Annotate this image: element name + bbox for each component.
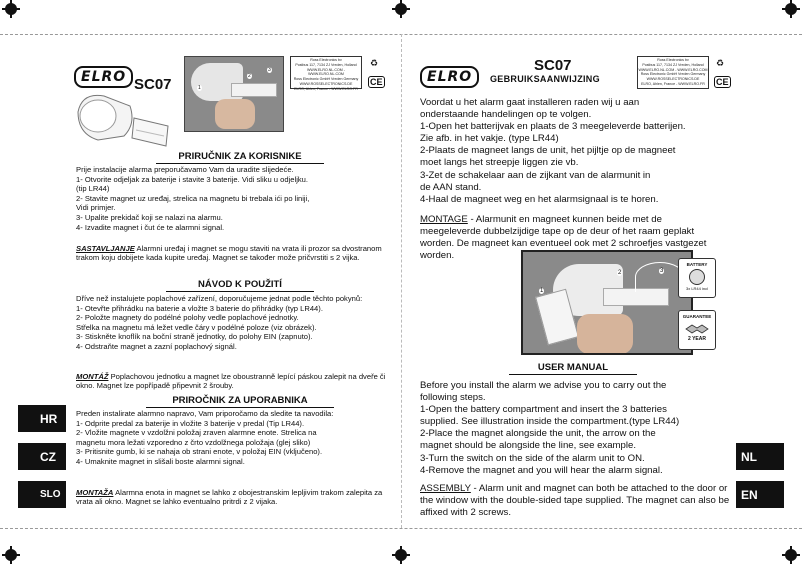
registration-mark-icon — [2, 546, 20, 564]
battery-badge — [678, 258, 716, 298]
figure-label: 1 — [198, 85, 201, 91]
subtitle: GEBRUIKSAANWIJZING — [490, 74, 600, 84]
section-body-hr: Prije instalacije alarma preporučavamo Vam da uradite slijedeće. 1- Otvorite odjeljak za baterije i stavite 3 baterije. Vidi sliku u odjeljku. (tip LR44) 2- Stavite magnet uz uređaj, strelica na magnetu bi trebala ići po liniji, Vidi primjer. 3- Upalite prekidač koji se nalazi na alarmu. 4- Izvadite magnet i čut će te alarmni signal. — [76, 165, 310, 232]
note-label: SASTAVLJANJE — [76, 243, 135, 253]
section-note-cz — [76, 362, 388, 391]
contact-box — [637, 56, 709, 89]
contact-line: ELRO, Ahlen, France - WWW.ELRO.FR — [294, 86, 358, 91]
note-text: Alarmni uređaj i magnet se mogu staviti na vrata ili prozor sa dvostranom trakom koju dobijete kada kupite uređaj. Magnet se također može pričvrstiti s 2 vijka. — [76, 243, 382, 263]
guarantee-badge — [678, 310, 716, 350]
registration-mark-icon — [392, 0, 410, 18]
model-title: SC07 — [134, 76, 172, 93]
note-label: MONTAGE — [420, 214, 468, 226]
model-title: SC07 — [534, 57, 572, 74]
section-heading-en: USER MANUAL — [509, 362, 637, 375]
ce-mark-icon: CE — [370, 77, 383, 87]
contact-line: ELRO, Ahlen, France - WWW.ELRO.FR — [641, 81, 705, 86]
note-text: Alarmna enota in magnet se lahko z obojestranskim lepljivim trakom zalepita za vrata ali okno. Magnet se lahko eventualno pritrdi z 2 vijaka. — [76, 487, 383, 507]
battery-label: BATTERY — [686, 262, 708, 267]
battery-icon — [689, 269, 705, 285]
magnet-shape — [132, 118, 168, 146]
note-label: ASSEMBLY — [420, 483, 471, 495]
section-heading-slo: PRIROČNIK ZA UPORABNIKA — [146, 395, 334, 408]
contact-line: Ross Electronic GmbH Vreden Germany — [640, 72, 706, 77]
contact-line: Postbus 117, 7134 ZJ Vreden, Holland — [295, 62, 357, 67]
alarm-unit-shape — [78, 95, 132, 140]
figure-label: 3 — [268, 67, 271, 73]
section-heading-cz: NÁVOD K POUŽITÍ — [166, 279, 314, 292]
en-body: Before you install the alarm we advise you to carry out the following steps. 1-Open the battery compartment and insert the 3 batteries supplied. See illustration inside the compartment.(type LR44) 2-Place the magnet alongside the unit, the arrow on the magnet should be alongside the line, see example. 3-Turn the switch on the side of the alarm unit to ON. 4-Remove the magnet and you will hear the alarm signal. — [420, 380, 680, 476]
guarantee-label: GUARANTEE — [682, 314, 712, 319]
lang-tab-cz: CZ — [18, 443, 66, 470]
contact-line: WWW.ELRO.NL.COM - WWW.ELRO.COM — [638, 67, 708, 72]
lang-tab-en: EN — [736, 481, 784, 508]
lang-tab-hr: HR — [18, 405, 66, 432]
installation-photo — [521, 250, 693, 355]
battery-type: 3x LR44 incl — [685, 286, 708, 291]
contact-line: Postbus 117, 7134 ZJ Vreden, Holland — [642, 62, 704, 67]
guarantee-years: 2 YEAR — [688, 336, 706, 342]
note-label: MONTAŽA — [76, 487, 114, 497]
contact-line: WWW.ROSSELECTRONICS.DE — [299, 81, 353, 86]
figure-label: 1 — [540, 288, 544, 294]
registration-mark-icon — [392, 546, 410, 564]
note-text: - Alarmunit en magneet kunnen beide met de meegeleverde dubbelzijdige tape op de deur of het raam geplakt worden. De magneet kan eventueel ook met 2 schroefjes vastgezet worden. — [420, 214, 707, 262]
center-fold-line — [401, 34, 402, 528]
section-body-slo: Preden instalirate alarmno napravo, Vam priporočamo da sledite ta navodila: 1- Odprite predal za baterije in vložite 3 baterije v predal (Tip LR44). 2- Vložite magnete v vzdolžni položaj zraven alarmne enote. Strelica na magnetu mora ležati vzporedno z črto vzdolžnega položaja (glej sliko) 3- Pritisnite gumb, ki se nahaja ob strani enote, v položaj EIN (vključeno). 4- Umaknite magnet in slišali boste alarmni signal. — [76, 409, 334, 466]
crop-line — [0, 528, 802, 529]
note-label: MONTÁŽ — [76, 371, 109, 381]
contact-box — [290, 56, 362, 89]
contact-line: WWW.ROSSELECTRONICS.DE — [646, 77, 700, 82]
figure-label: 2 — [248, 73, 251, 79]
contact-line: Ross Electronic GmbH Vreden Germany — [293, 77, 359, 82]
elro-logo: ELRO — [420, 66, 479, 88]
lang-tab-slo: SLO — [18, 481, 66, 508]
recycle-bin-icon: ♻ — [716, 58, 725, 68]
contact-line: Ross Electronics bv — [310, 58, 342, 62]
note-text: - Alarm unit and magnet can both be attached to the door or the window with the double-sided tape supplied. The magnet can also be affixed with 2 screws. — [420, 483, 730, 519]
section-note-slo — [76, 478, 388, 507]
registration-mark-icon — [782, 546, 800, 564]
note-text: Poplachovou jednotku a magnet lze oboustranně lepící páskou zalepit na dveře či okno. Magnet lze popřípadě připevnit 2 šrouby. — [76, 371, 386, 391]
registration-mark-icon — [782, 0, 800, 18]
figure-label: 2 — [618, 270, 622, 276]
recycle-bin-icon: ♻ — [370, 58, 379, 68]
installation-photo — [184, 56, 284, 132]
section-note-hr — [76, 234, 388, 263]
section-body-cz: Dříve než instalujete poplachové zařízení, doporučujeme jednat podle těchto pokynů: 1- Otevřte přihrádku na baterie a vložte 3 baterie do přihrádky (typ LR44). 2- Položte magnety do podélné polohy vedle poplachové jednotky. Střelka na magnetu má ležet vedle čáry v podélné poloze (viz obrázek). 3- Stiskněte knoflík na boční straně jednotky, do polohy EIN (zapnuto). 4- Odstraňte magnet a zazní poplachový signál. — [76, 294, 363, 351]
figure-label: 3 — [660, 268, 664, 274]
product-illustration — [72, 84, 172, 154]
registration-mark-icon — [2, 0, 20, 18]
lang-tab-nl: NL — [736, 443, 784, 470]
contact-line: WWW.ELRO.NL.COM - WWW.ELRO.NL.COM — [307, 67, 345, 77]
section-heading-hr: PRIRUČNIK ZA KORISNIKE — [156, 151, 324, 164]
elro-logo: ELRO — [74, 66, 133, 88]
nl-body: Voordat u het alarm gaat installeren raden wij u aan onderstaande handelingen op te volgen. 1-Open het batterijvak en plaats de 3 meegeleverde batterijen. Zie afb. in het vakje. (type LR44) 2-Plaats de magneet langs de unit, het pijltje op de magneet moet langs het streepje liggen zie vb. 3-Zet de schakelaar aan de zijkant van de alarmunit in de AAN stand. 4-Haal de magneet weg en het alarmsignaal is te horen. — [420, 97, 686, 205]
handshake-icon — [684, 321, 710, 335]
ce-mark-icon: CE — [716, 77, 729, 87]
contact-line: Ross Electronics bv — [657, 58, 689, 62]
en-note — [420, 471, 732, 519]
